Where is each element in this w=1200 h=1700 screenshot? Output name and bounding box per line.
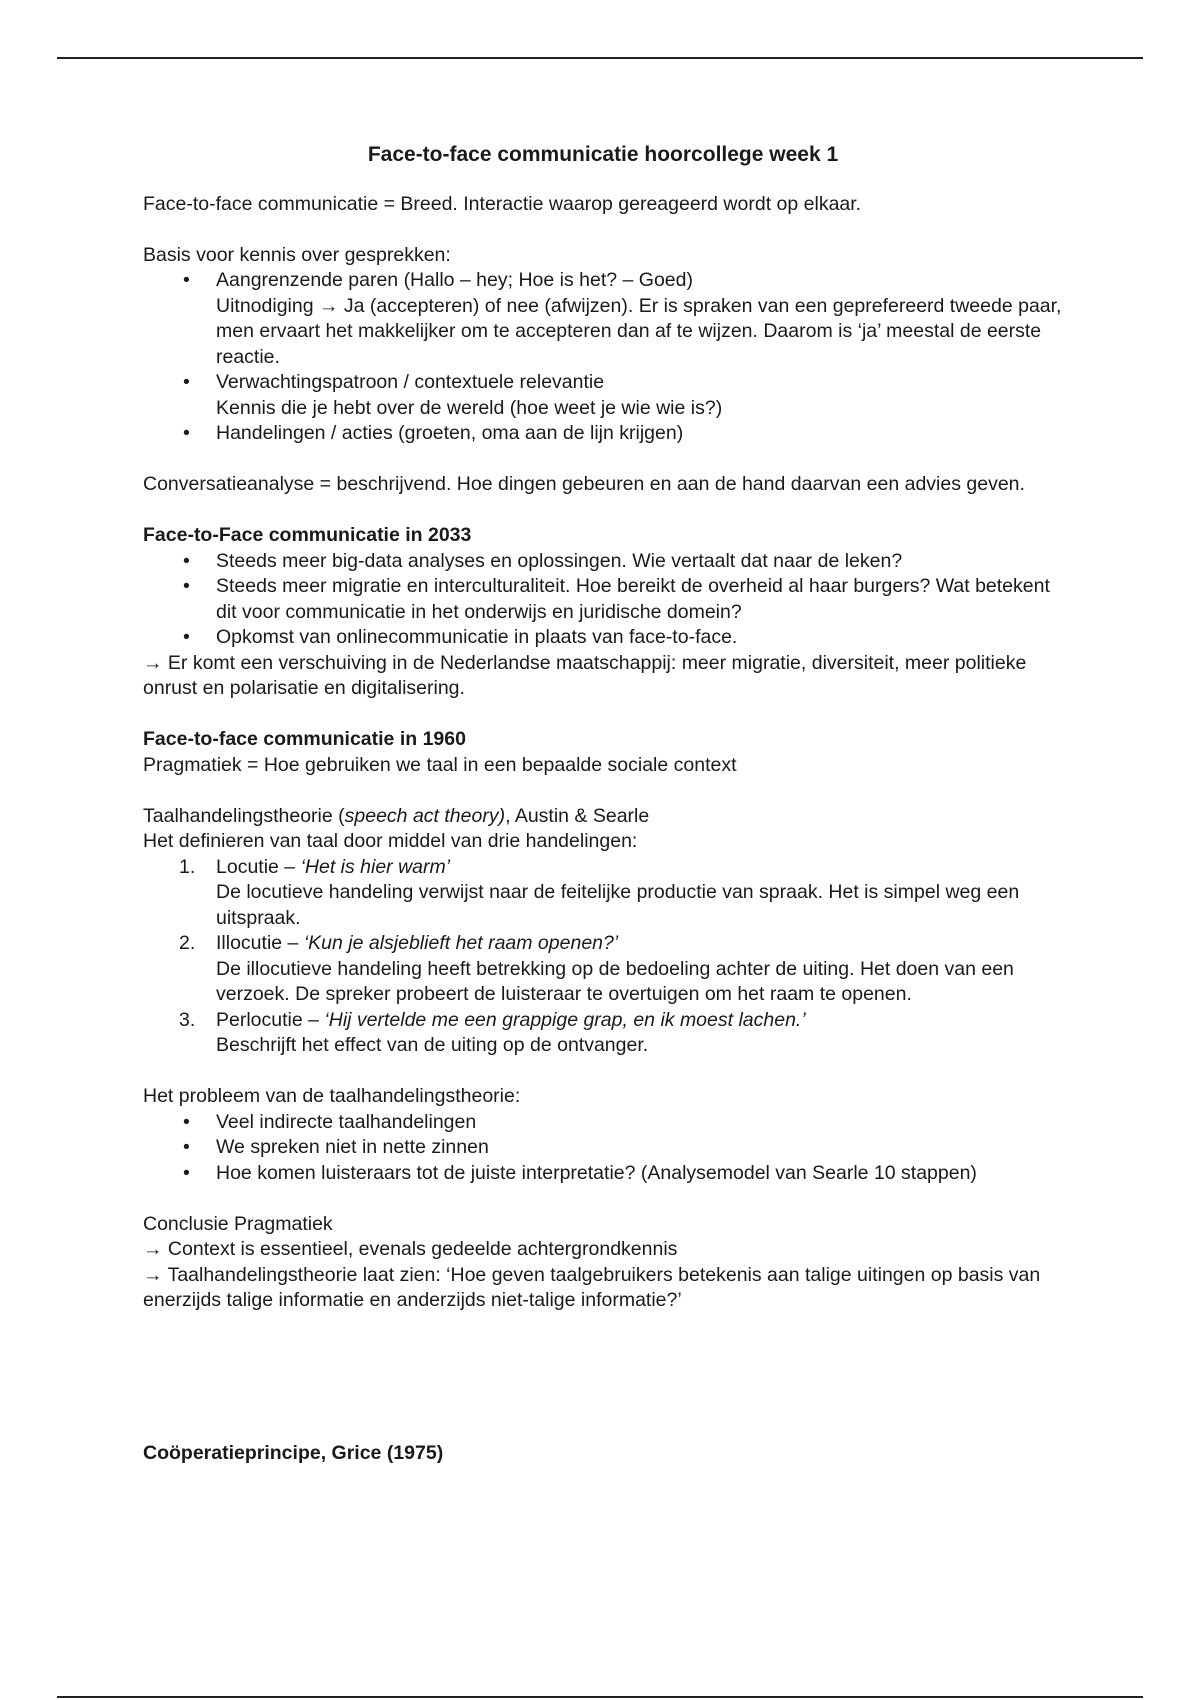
conclusie-line: → Context is essentieel, evenals gedeelde achtergrondkennis	[143, 1238, 678, 1260]
basis-heading: Basis voor kennis over gesprekken:	[143, 243, 451, 266]
intro-definition: Face-to-face communicatie = Breed. Interactie waarop gereageerd wordt op elkaar.	[143, 192, 862, 215]
document-body	[143, 142, 1063, 1466]
conclusie-line: → Taalhandelingstheorie laat zien: ‘Hoe geven taalgebruikers betekenis aan talige uitingen op basis van enerzijds talige informatie en anderzijds niet-talige informatie?’	[143, 1263, 1041, 1311]
list-item: • Handelingen / acties (groeten, oma aan de lijn krijgen)	[143, 421, 1063, 447]
list-item: • We spreken niet in nette zinnen	[143, 1135, 1063, 1161]
list-item: 3. Perlocutie – ‘Hij vertelde me een grappige grap, en ik moest lachen.’ Beschrijft het effect van de uiting op de ontvanger.	[179, 1008, 806, 1056]
probleem-list	[143, 1110, 1063, 1187]
list-item: • Hoe komen luisteraars tot de juiste interpretatie? (Analysemodel van Searle 10 stappen)	[143, 1161, 1063, 1187]
pragmatiek-definition: Pragmatiek = Hoe gebruiken we taal in een bepaalde sociale context	[143, 753, 737, 776]
taalhandeling-heading: Taalhandelingstheorie (speech act theory), Austin & Searle	[143, 804, 650, 827]
conclusie-heading: Conclusie Pragmatiek	[143, 1212, 333, 1235]
list-item: 2. Illocutie – ‘Kun je alsjeblieft het raam openen?’ De illocutieve handeling heeft betrekking op de bedoeling achter de uiting. Het doen van een verzoek. De spreker probeert de luisteraar te overtuigen om het raam te openen.	[179, 932, 1014, 1005]
list-item: • Steeds meer big-data analyses en oplossingen. Wie vertaalt dat naar de leken?	[143, 549, 1063, 575]
list-item: • Verwachtingspatroon / contextuele relevantie Kennis die je hebt over de wereld (hoe weet je wie wie is?)	[143, 370, 1063, 421]
taalhandeling-subheading: Het definieren van taal door middel van drie handelingen:	[143, 830, 638, 852]
list-item: • Steeds meer migratie en interculturaliteit. Hoe bereikt de overheid al haar burgers? Wat betekent dit voor communicatie in het onderwijs en juridische domein?	[143, 574, 1063, 625]
section-2033-list	[143, 549, 1063, 651]
section-2033-heading: Face-to-Face communicatie in 2033	[143, 524, 472, 546]
list-item: 1. Locutie – ‘Het is hier warm’ De locutieve handeling verwijst naar de feitelijke productie van spraak. Het is simpel weg een uitspraak.	[179, 855, 1020, 929]
bottom-rule	[57, 1696, 1143, 1698]
list-item: • Opkomst van onlinecommunicatie in plaats van face-to-face.	[143, 625, 1063, 651]
conversatie-definition: Conversatieanalyse = beschrijvend. Hoe dingen gebeuren en aan de hand daarvan een advies geven.	[143, 473, 1025, 495]
document-title: Face-to-face communicatie hoorcollege week 1	[367, 143, 839, 166]
taalhandeling-list	[143, 855, 1063, 1059]
top-rule	[57, 57, 1143, 59]
basis-list	[143, 268, 1063, 447]
cooperatie-heading: Coöperatieprincipe, Grice (1975)	[143, 1441, 444, 1464]
section-2033-conclusion: → Er komt een verschuiving in de Nederlandse maatschappij: meer migratie, diversiteit, meer politieke onrust en polarisatie en digitalisering.	[143, 651, 1027, 699]
list-item: • Aangrenzende paren (Hallo – hey; Hoe is het? – Goed) Uitnodiging → Ja (accepteren) of nee (afwijzen). Er is spraken van een geprefereerd tweede paar, men ervaart het makkelijker om te accepteren dan af te wijzen. Daarom is ‘ja’ meestal de eerste reactie.	[143, 268, 1063, 370]
probleem-heading: Het probleem van de taalhandelingstheorie:	[143, 1085, 521, 1107]
section-1960-heading: Face-to-face communicatie in 1960	[143, 728, 466, 750]
list-item: • Veel indirecte taalhandelingen	[143, 1110, 1063, 1136]
